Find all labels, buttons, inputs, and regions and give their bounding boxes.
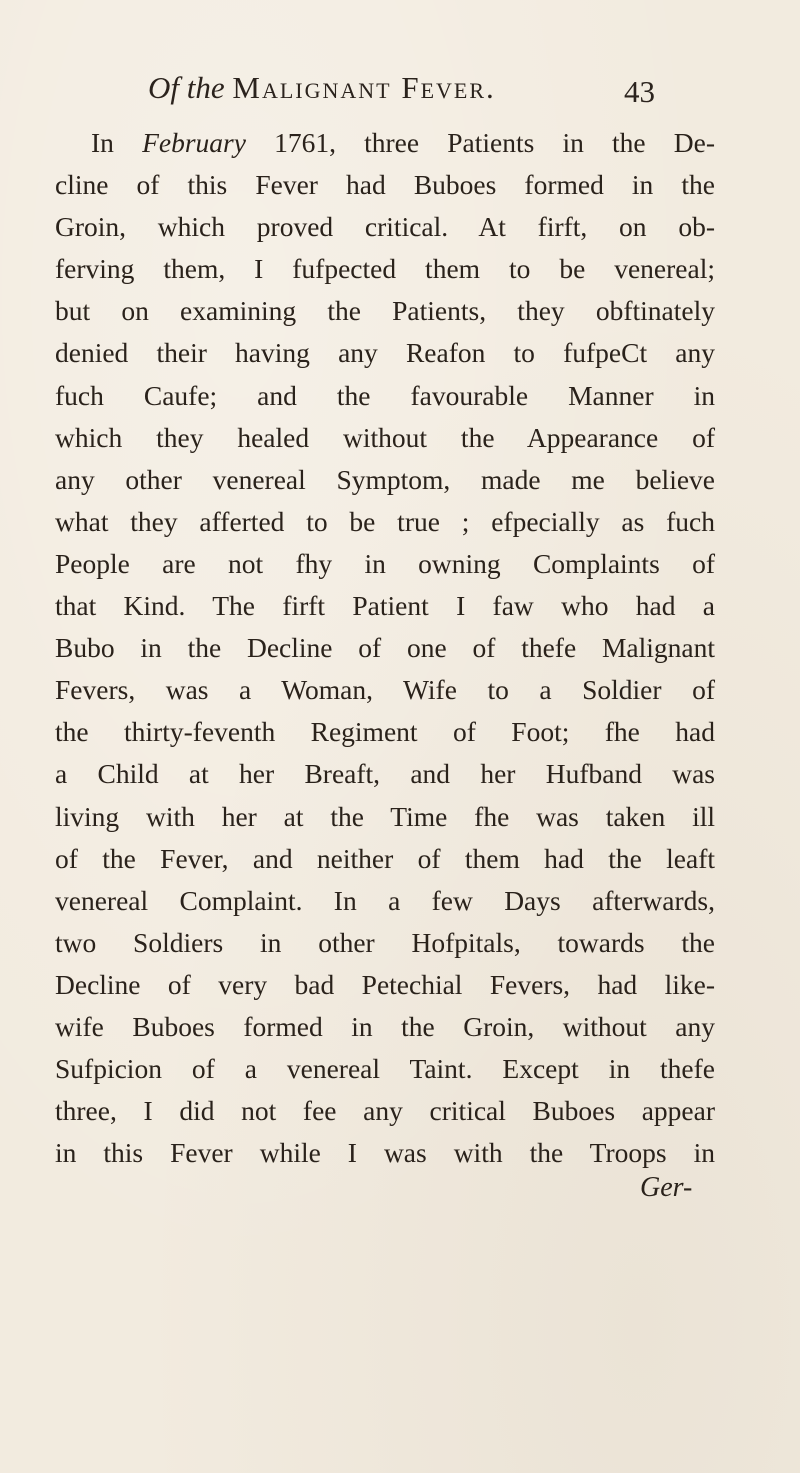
- text-line-16: a Child at her Breaft, and her Hufband was: [55, 758, 715, 790]
- line-1-rest: 1761, three Patients in the De-: [245, 127, 715, 158]
- text-line-8: which they healed without the Appearance of: [55, 421, 715, 453]
- text-line-13: Bubo in the Decline of one of thefe Malignant: [55, 632, 715, 664]
- text-line-24: three, I did not fee any critical Buboes appear: [55, 1095, 715, 1127]
- text-line-19: venereal Complaint. In a few Days afterwards,: [55, 884, 715, 916]
- text-line-25: in this Fever while I was with the Troops in: [55, 1137, 715, 1169]
- text-line-10: what they afferted to be true ; efpecially as fuch: [55, 505, 715, 537]
- text-line-4: ferving them, I fufpected them to be venereal;: [55, 253, 715, 285]
- text-line-5: but on examining the Patients, they obftinately: [55, 295, 715, 327]
- text-line-3: Groin, which proved critical. At firft, on ob-: [55, 211, 715, 243]
- text-line-11: People are not fhy in owning Complaints of: [55, 547, 715, 579]
- header-of-the: Of the: [148, 70, 225, 105]
- text-line-2: cline of this Fever had Buboes formed in the: [55, 169, 715, 201]
- text-line-18: of the Fever, and neither of them had the leaft: [55, 842, 715, 874]
- text-line-23: Sufpicion of a venereal Taint. Except in thefe: [55, 1053, 715, 1085]
- text-line-6: denied their having any Reafon to fufpeCt any: [55, 337, 715, 369]
- page-number: 43: [624, 74, 655, 109]
- text-line-21: Decline of very bad Petechial Fevers, had like-: [55, 968, 715, 1000]
- text-line-9: any other venereal Symptom, made me believe: [55, 463, 715, 495]
- text-line-15: the thirty-feventh Regiment of Foot; fhe had: [55, 716, 715, 748]
- text-line-1: [55, 122, 715, 164]
- catchword: Ger-: [640, 1172, 693, 1203]
- text-line-7: fuch Caufe; and the favourable Manner in: [55, 379, 715, 411]
- text-line-17: living with her at the Time fhe was taken ill: [55, 800, 715, 832]
- line-1-lead: In: [91, 127, 143, 158]
- text-line-12: that Kind. The firft Patient I faw who had a: [55, 590, 715, 622]
- line-1-month: February: [142, 127, 246, 158]
- text-line-20: two Soldiers in other Hofpitals, towards the: [55, 926, 715, 958]
- header-title: Malignant Fever.: [232, 70, 496, 105]
- text-line-14: Fevers, was a Woman, Wife to a Soldier of: [55, 674, 715, 706]
- text-line-22: wife Buboes formed in the Groin, without any: [55, 1010, 715, 1042]
- body-text: [55, 122, 715, 1174]
- running-header: [148, 70, 668, 116]
